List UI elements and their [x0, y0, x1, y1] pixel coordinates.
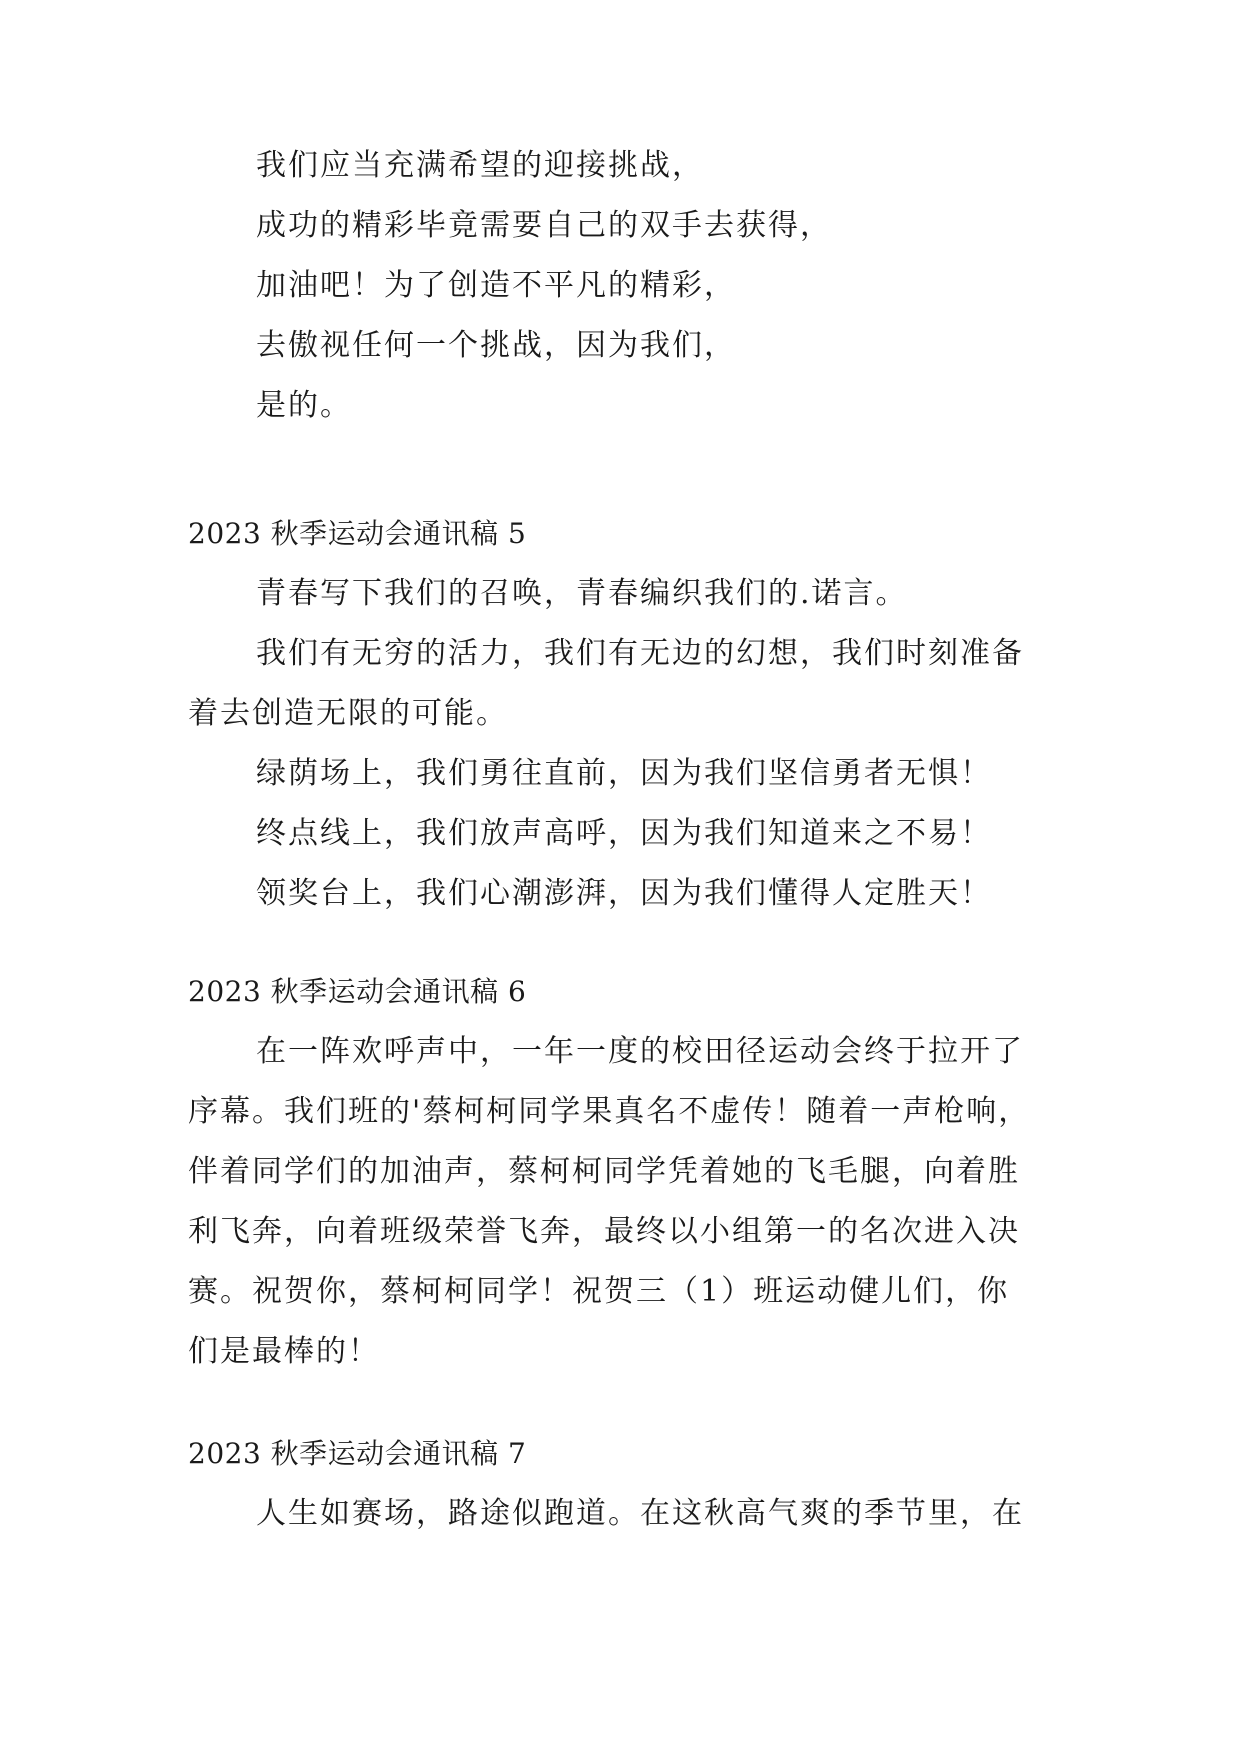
paragraph-line: 人生如赛场，路途似跑道。在这秋高气爽的季节里，在	[256, 1496, 1024, 1531]
paragraph-line: 终点线上，我们放声高呼，因为我们知道来之不易！	[256, 816, 992, 851]
paragraph-line: 序幕。我们班的'蔡柯柯同学果真名不虚传！随着一声枪响，	[188, 1094, 1031, 1129]
paragraph-line: 领奖台上，我们心潮澎湃，因为我们懂得人定胜天！	[256, 876, 992, 911]
section-heading: 2023 秋季运动会通讯稿 7	[188, 1437, 527, 1470]
poem-line: 我们应当充满希望的迎接挑战，	[256, 148, 704, 183]
section-5	[188, 504, 1068, 924]
poem-line: 成功的精彩毕竟需要自己的双手去获得，	[256, 208, 832, 243]
section-heading: 2023 秋季运动会通讯稿 6	[188, 975, 527, 1008]
paragraph-line: 在一阵欢呼声中，一年一度的校田径运动会终于拉开了	[256, 1034, 1024, 1069]
paragraph-line: 们是最棒的！	[188, 1334, 380, 1369]
poem-tail	[188, 136, 1068, 436]
section-heading: 2023 秋季运动会通讯稿 5	[188, 517, 527, 550]
paragraph-line: 伴着同学们的加油声，蔡柯柯同学凭着她的飞毛腿，向着胜	[188, 1154, 1020, 1189]
section-7	[188, 1424, 1068, 1544]
paragraph-line: 着去创造无限的可能。	[188, 696, 508, 731]
poem-line: 去傲视任何一个挑战，因为我们，	[256, 328, 736, 363]
paragraph-line: 青春写下我们的召唤，青春编织我们的.诺言。	[256, 576, 908, 611]
poem-line: 加油吧！为了创造不平凡的精彩，	[256, 268, 736, 303]
paragraph-line: 我们有无穷的活力，我们有无边的幻想，我们时刻准备	[256, 636, 1024, 671]
paragraph-line: 赛。祝贺你，蔡柯柯同学！祝贺三（1）班运动健儿们，你	[188, 1274, 1010, 1309]
poem-line: 是的。	[256, 388, 352, 423]
paragraph-line: 利飞奔，向着班级荣誉飞奔，最终以小组第一的名次进入决	[188, 1214, 1020, 1249]
section-6	[188, 962, 1068, 1382]
paragraph-line: 绿荫场上，我们勇往直前，因为我们坚信勇者无惧！	[256, 756, 992, 791]
